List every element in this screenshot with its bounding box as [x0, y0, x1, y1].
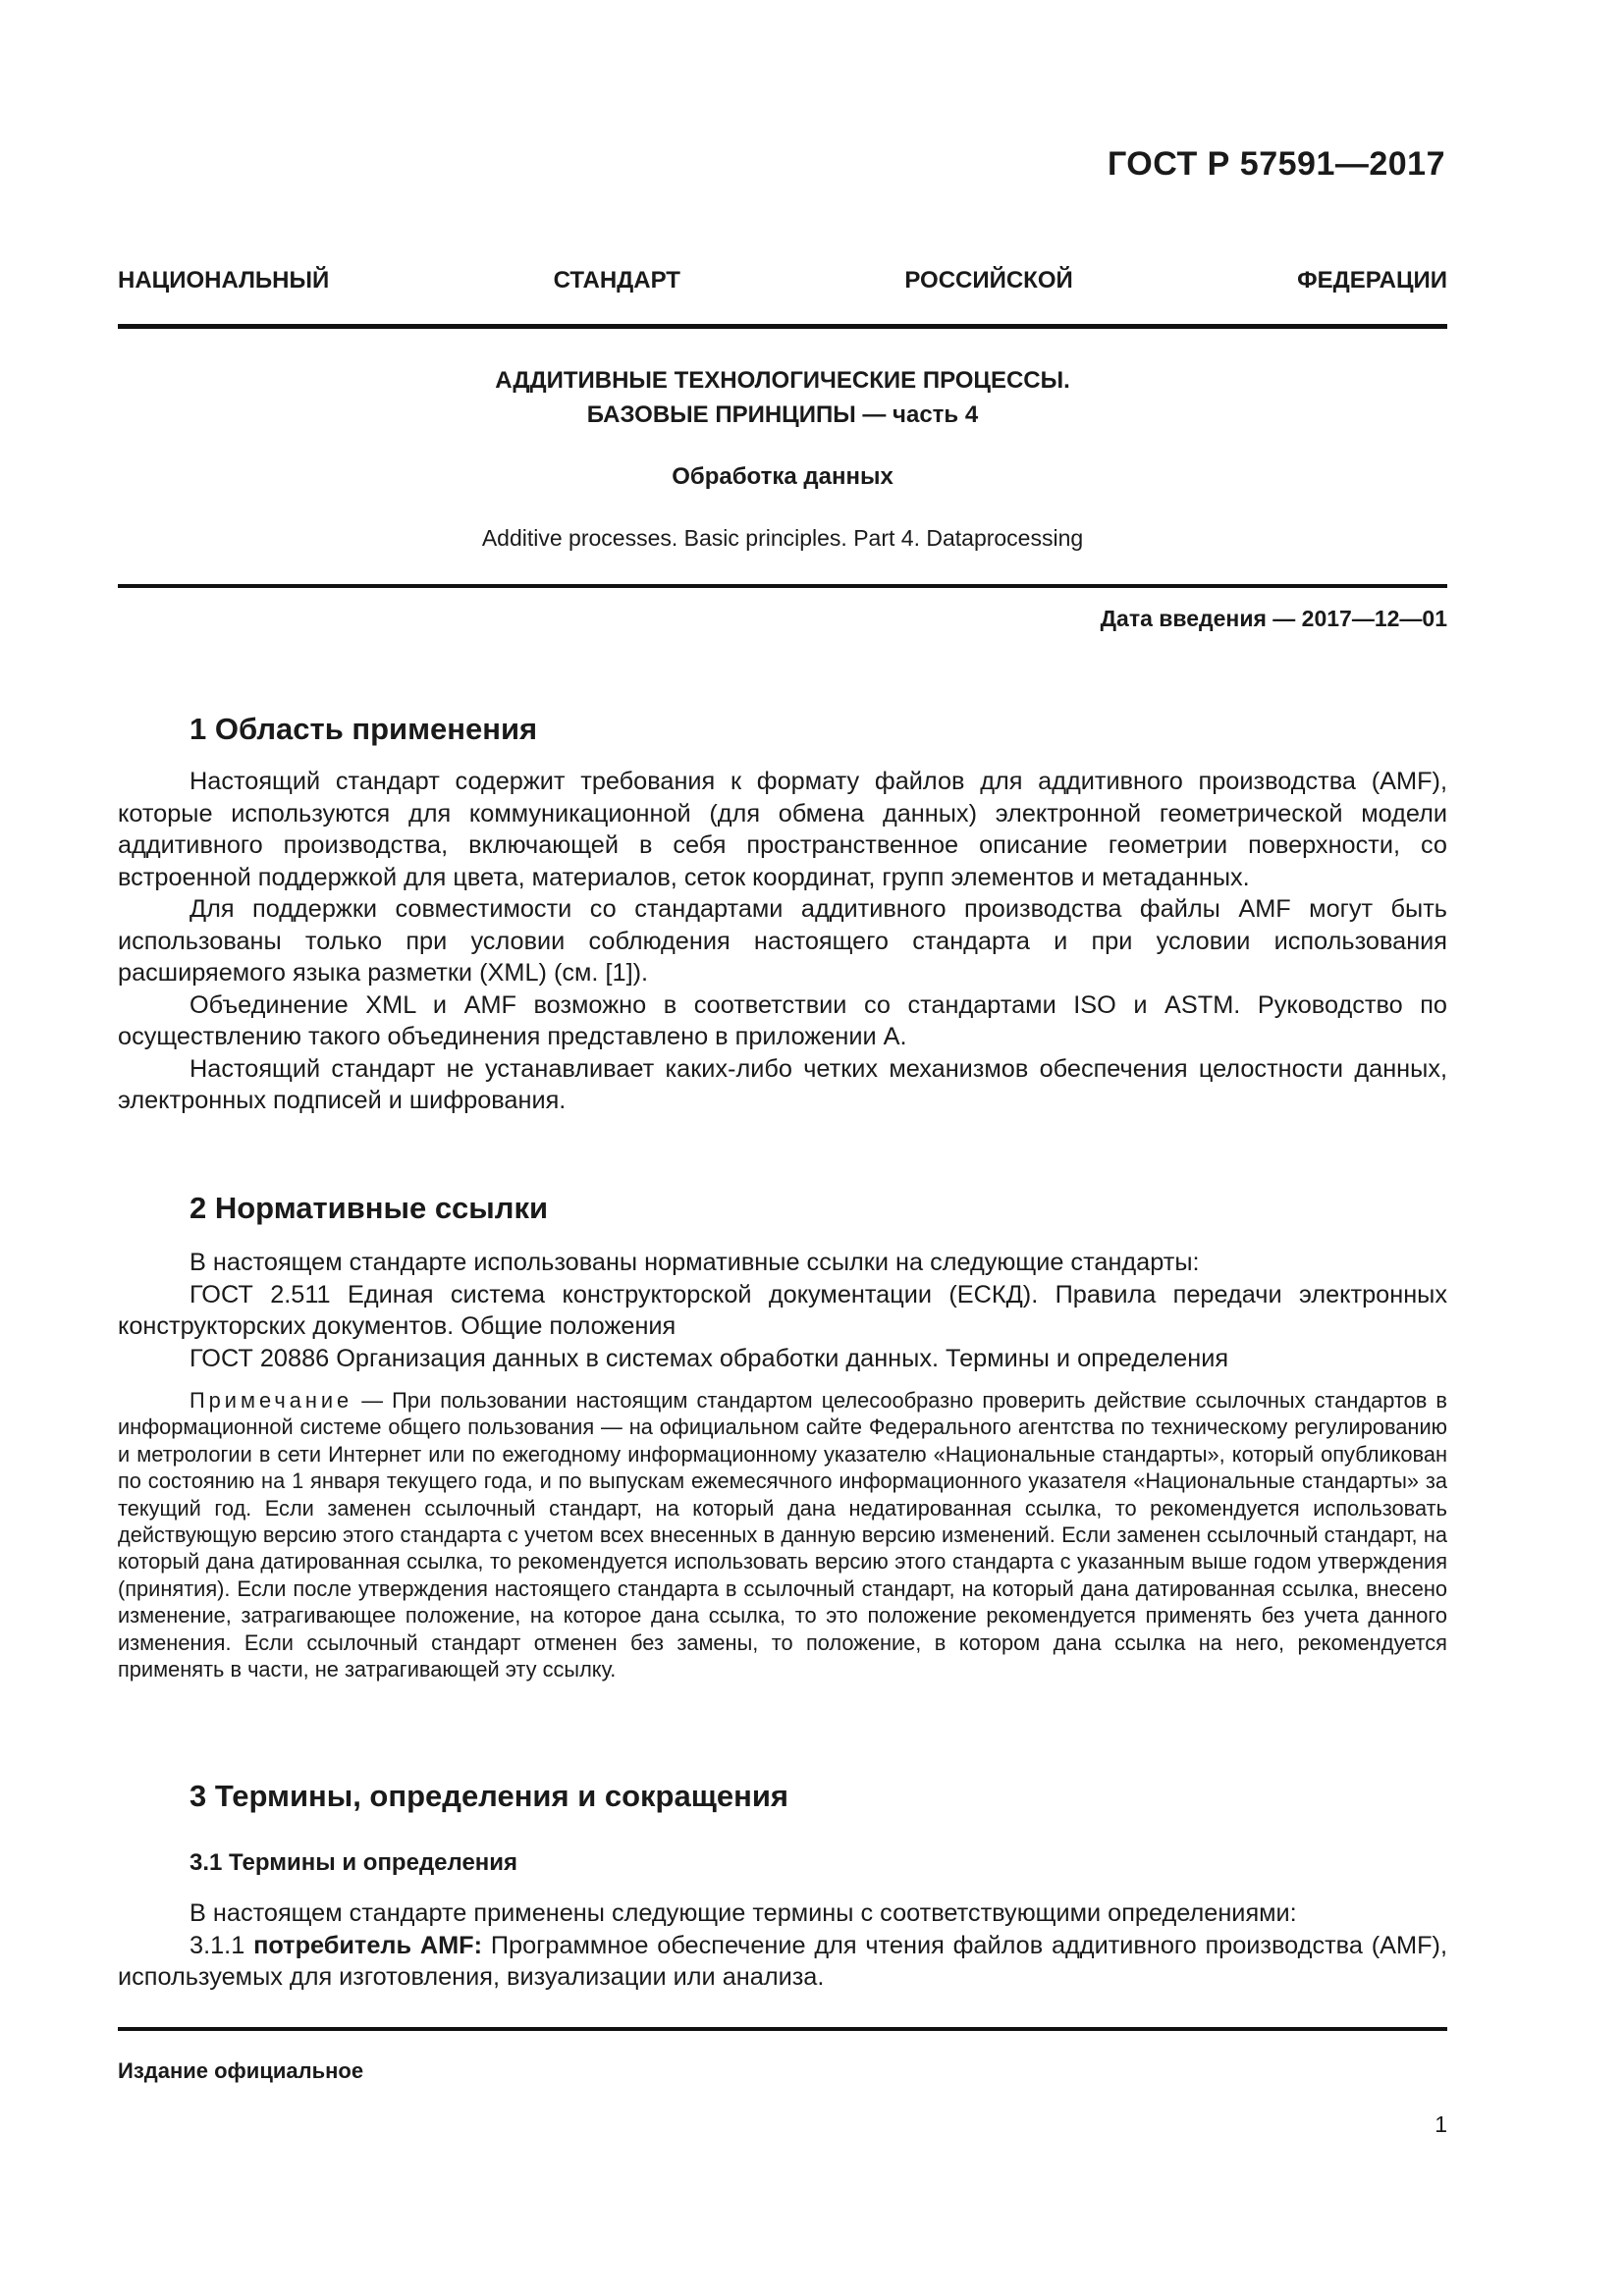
- reference-item: ГОСТ 2.511 Единая система конструкторской документации (ЕСКД). Правила передачи электронных конструкторских документов. Общие положения: [118, 1280, 1447, 1340]
- term-entry: [118, 1930, 1447, 1994]
- section-3-1-heading: 3.1 Термины и определения: [189, 1849, 518, 1876]
- paragraph: Для поддержки совместимости со стандартами аддитивного производства файлы AMF могут быть использованы только при условии соблюдения настоящего стандарта и при условии использования расширяемого языка разметки (XML) (см. [1]).: [118, 895, 1447, 987]
- header-rule: [118, 324, 1447, 329]
- note-text: — При пользовании настоящим стандартом целесообразно проверить действие ссылочных стандартов в информационной системе общего пользования — на официальном сайте Федерального агентства по техническому регулированию и метрологии в сети Интернет или по ежегодному информационному указателю «Национальные стандарты», который опубликован по состоянию на 1 января текущего года, и по выпускам ежемесячного информационного указателя «Национальные стандарты» за текущий год. Если заменен ссылочный стандарт, на который дана недатированная ссылка, то рекомендуется использовать действующую версию этого стандарта с учетом всех внесенных в данную версию изменений. Если заменен ссылочный стандарт, на который дана датированная ссылка, то рекомендуется использовать версию этого стандарта с указанным выше годом утверждения (принятия). Если после утверждения настоящего стандарта в ссылочный стандарт, на который дана датированная ссылка, внесено изменение, затрагивающее положение, на которое дана ссылка, то это положение рекомендуется применять без учета данного изменения. Если ссылочный стандарт отменен без замены, то положение, в котором дана ссылка на него, рекомендуется применять в части, не затрагивающей эту ссылку.: [118, 1388, 1447, 1682]
- term-definition: Программное обеспечение для чтения файлов аддитивного производства (AMF), используемых для изготовления, визуализации или анализа.: [118, 1931, 1447, 1991]
- national-standard-banner: НАЦИОНАЛЬНЫЙ СТАНДАРТ РОССИЙСКОЙ ФЕДЕРАЦИИ: [118, 267, 1447, 294]
- document-title: [118, 363, 1447, 432]
- section-1-heading: 1 Область применения: [189, 712, 538, 746]
- paragraph: Объединение XML и AMF возможно в соответствии со стандартами ISO и ASTM. Руководство по осуществлению такого объединения представлено в приложении А.: [118, 990, 1447, 1050]
- section-2-body: [118, 1247, 1447, 1374]
- title-rule: [118, 584, 1447, 588]
- term-number: 3.1.1: [189, 1931, 254, 1959]
- page-number: 1: [1435, 2111, 1447, 2137]
- section-1-body: [118, 766, 1447, 1117]
- term-name: потребитель AMF:: [253, 1931, 483, 1959]
- section-2-heading: 2 Нормативные ссылки: [189, 1191, 549, 1225]
- title-line-1: АДДИТИВНЫЕ ТЕХНОЛОГИЧЕСКИЕ ПРОЦЕССЫ.: [495, 367, 1070, 394]
- document-designation: ГОСТ Р 57591—2017: [1107, 145, 1445, 183]
- official-edition-label: Издание официальное: [118, 2058, 364, 2083]
- footer-rule: [118, 2027, 1447, 2031]
- english-title: Additive processes. Basic principles. Part 4. Dataprocessing: [481, 525, 1084, 551]
- section-3-heading: 3 Термины, определения и сокращения: [189, 1779, 788, 1813]
- paragraph: В настоящем стандарте использованы нормативные ссылки на следующие стандарты:: [189, 1249, 1200, 1276]
- paragraph: Настоящий стандарт содержит требования к формату файлов для аддитивного производства (AMF), которые используются для коммуникационной (для обмена данных) электронной геометрической модели аддитивного производства, включающей в себя пространственное описание геометрии поверхности, со встроенной поддержкой для цвета, материалов, сеток координат, групп элементов и метаданных.: [118, 768, 1447, 891]
- section-2-note: [118, 1387, 1447, 1682]
- paragraph: Настоящий стандарт не устанавливает каких-либо четких механизмов обеспечения целостности данных, электронных подписей и шифрования.: [118, 1054, 1447, 1114]
- paragraph: В настоящем стандарте применены следующие термины с соответствующими определениями:: [189, 1899, 1297, 1927]
- note-label: Примечание: [189, 1388, 353, 1413]
- introduction-date: Дата введения — 2017—12—01: [1100, 606, 1447, 631]
- document-subtitle: Обработка данных: [672, 463, 893, 490]
- section-3-body: [118, 1897, 1447, 1994]
- reference-item: ГОСТ 20886 Организация данных в системах обработки данных. Термины и определения: [189, 1344, 1229, 1372]
- title-line-2: БАЗОВЫЕ ПРИНЦИПЫ — часть 4: [586, 401, 979, 428]
